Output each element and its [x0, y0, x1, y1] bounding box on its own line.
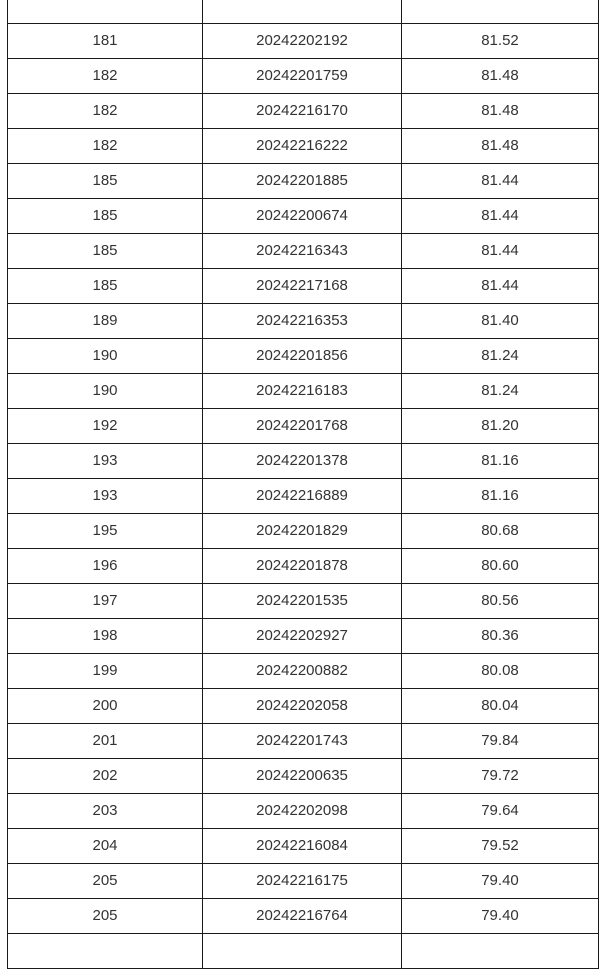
rank-cell: 205 [8, 864, 203, 899]
candidate-id-cell: 20242201885 [203, 164, 402, 199]
table-row [8, 234, 599, 269]
candidate-id-cell: 20242201856 [203, 339, 402, 374]
results-table-container [7, 0, 598, 969]
candidate-id-cell: 20242216764 [203, 899, 402, 934]
table-row [8, 304, 599, 339]
rank-cell: 201 [8, 724, 203, 759]
table-row [8, 94, 599, 129]
rank-cell [8, 0, 203, 24]
score-cell: 81.16 [402, 479, 599, 514]
table-row [8, 59, 599, 94]
table-row [8, 619, 599, 654]
rank-cell: 203 [8, 794, 203, 829]
candidate-id-cell: 20242216889 [203, 479, 402, 514]
table-row [8, 444, 599, 479]
table-row [8, 689, 599, 724]
table-row [8, 829, 599, 864]
table-row [8, 584, 599, 619]
candidate-id-cell: 20242216084 [203, 829, 402, 864]
candidate-id-cell: 20242201878 [203, 549, 402, 584]
rank-cell: 182 [8, 59, 203, 94]
score-cell: 81.48 [402, 94, 599, 129]
table-row [8, 374, 599, 409]
rank-cell: 202 [8, 759, 203, 794]
score-cell: 80.04 [402, 689, 599, 724]
table-row [8, 899, 599, 934]
score-cell: 79.72 [402, 759, 599, 794]
rank-cell: 185 [8, 234, 203, 269]
results-table [7, 0, 599, 969]
candidate-id-cell: 20242200882 [203, 654, 402, 689]
table-row [8, 794, 599, 829]
rank-cell: 189 [8, 304, 203, 339]
score-cell: 80.08 [402, 654, 599, 689]
rank-cell: 200 [8, 689, 203, 724]
rank-cell: 205 [8, 899, 203, 934]
results-table-body [8, 0, 599, 969]
score-cell: 79.40 [402, 864, 599, 899]
table-row [8, 724, 599, 759]
table-row [8, 514, 599, 549]
rank-cell: 182 [8, 129, 203, 164]
rank-cell: 193 [8, 444, 203, 479]
rank-cell: 190 [8, 374, 203, 409]
table-row [8, 129, 599, 164]
score-cell: 81.20 [402, 409, 599, 444]
table-row [8, 934, 599, 969]
candidate-id-cell [203, 934, 402, 969]
candidate-id-cell: 20242201743 [203, 724, 402, 759]
rank-cell: 185 [8, 164, 203, 199]
table-row [8, 269, 599, 304]
score-cell: 79.40 [402, 899, 599, 934]
candidate-id-cell: 20242202927 [203, 619, 402, 654]
score-cell: 80.36 [402, 619, 599, 654]
table-row [8, 654, 599, 689]
rank-cell: 185 [8, 269, 203, 304]
table-row [8, 24, 599, 59]
score-cell: 81.44 [402, 164, 599, 199]
table-row [8, 339, 599, 374]
candidate-id-cell: 20242202098 [203, 794, 402, 829]
table-row [8, 164, 599, 199]
candidate-id-cell: 20242216175 [203, 864, 402, 899]
score-cell: 81.48 [402, 59, 599, 94]
candidate-id-cell: 20242200674 [203, 199, 402, 234]
score-cell [402, 0, 599, 24]
table-row [8, 199, 599, 234]
score-cell: 79.84 [402, 724, 599, 759]
rank-cell: 190 [8, 339, 203, 374]
rank-cell: 196 [8, 549, 203, 584]
candidate-id-cell [203, 0, 402, 24]
score-cell: 80.56 [402, 584, 599, 619]
candidate-id-cell: 20242201768 [203, 409, 402, 444]
score-cell: 81.44 [402, 199, 599, 234]
rank-cell [8, 934, 203, 969]
table-row [8, 549, 599, 584]
table-row [8, 759, 599, 794]
candidate-id-cell: 20242216343 [203, 234, 402, 269]
candidate-id-cell: 20242216170 [203, 94, 402, 129]
candidate-id-cell: 20242202192 [203, 24, 402, 59]
rank-cell: 192 [8, 409, 203, 444]
candidate-id-cell: 20242201378 [203, 444, 402, 479]
candidate-id-cell: 20242201535 [203, 584, 402, 619]
candidate-id-cell: 20242202058 [203, 689, 402, 724]
table-row [8, 864, 599, 899]
score-cell: 79.64 [402, 794, 599, 829]
candidate-id-cell: 20242216353 [203, 304, 402, 339]
candidate-id-cell: 20242201759 [203, 59, 402, 94]
score-cell: 81.24 [402, 374, 599, 409]
score-cell: 81.16 [402, 444, 599, 479]
score-cell: 81.48 [402, 129, 599, 164]
score-cell: 80.60 [402, 549, 599, 584]
score-cell: 81.52 [402, 24, 599, 59]
candidate-id-cell: 20242201829 [203, 514, 402, 549]
score-cell: 81.44 [402, 234, 599, 269]
candidate-id-cell: 20242216183 [203, 374, 402, 409]
table-row [8, 0, 599, 24]
table-row [8, 479, 599, 514]
candidate-id-cell: 20242217168 [203, 269, 402, 304]
score-cell: 79.52 [402, 829, 599, 864]
candidate-id-cell: 20242216222 [203, 129, 402, 164]
rank-cell: 182 [8, 94, 203, 129]
rank-cell: 204 [8, 829, 203, 864]
score-cell: 81.44 [402, 269, 599, 304]
rank-cell: 198 [8, 619, 203, 654]
rank-cell: 197 [8, 584, 203, 619]
rank-cell: 195 [8, 514, 203, 549]
rank-cell: 185 [8, 199, 203, 234]
score-cell [402, 934, 599, 969]
table-row [8, 409, 599, 444]
score-cell: 80.68 [402, 514, 599, 549]
score-cell: 81.40 [402, 304, 599, 339]
rank-cell: 181 [8, 24, 203, 59]
score-cell: 81.24 [402, 339, 599, 374]
candidate-id-cell: 20242200635 [203, 759, 402, 794]
rank-cell: 199 [8, 654, 203, 689]
rank-cell: 193 [8, 479, 203, 514]
